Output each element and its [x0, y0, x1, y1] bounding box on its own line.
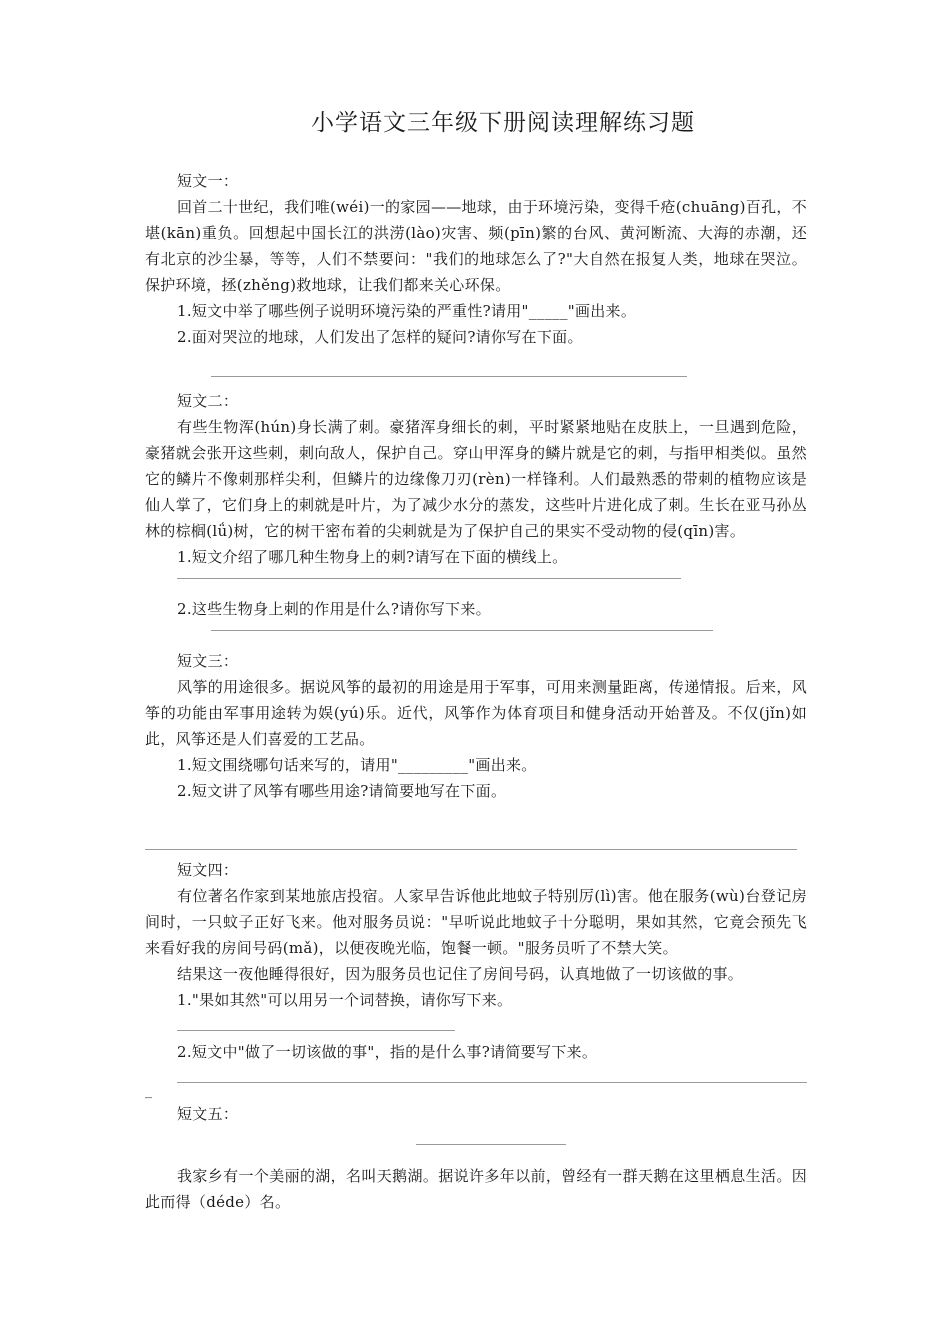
passage-3-question-2: 2.短文讲了风筝有哪些用途?请简要地写在下面。 — [177, 782, 507, 800]
passage-1-question-2: 2.面对哭泣的地球，人们发出了怎样的疑问?请你写在下面。 — [177, 328, 583, 346]
passage-5-text: 我家乡有一个美丽的湖，名叫天鹅湖。据说许多年以前，曾经有一群天鹅在这里栖息生活。因此而得（déde）名。 — [145, 1167, 807, 1211]
passage-2-text: 有些生物浑(hún)身长满了刺。豪猪浑身细长的刺，平时紧紧地贴在皮肤上，一旦遇到危险，豪猪就会张开这些刺，刺向敌人，保护自己。穿山甲浑身的鳞片就是它的刺，与指甲相类似。虽然它的鳞片不像刺那样尖利，但鳞片的边缘像刀刃(rèn)一样锋利。人们最熟悉的带刺的植物应该是仙人掌了，它们身上的刺就是叶片，为了减少水分的蒸发，这些叶片进化成了刺。生长在亚马孙丛林的棕榈(lǘ)树，它的树干密布着的尖刺就是为了保护自己的果实不受动物的侵(qīn)害。 — [145, 418, 807, 540]
passage-2-answer-line-2[interactable] — [211, 630, 713, 631]
passage-5-heading: 短文五： — [177, 1105, 239, 1123]
passage-1-heading: 短文一： — [177, 172, 239, 190]
passage-4-heading: 短文四： — [177, 861, 239, 879]
passage-4-trailing-dash: _ — [145, 1083, 153, 1099]
passage-4-text-2: 结果这一夜他睡得很好，因为服务员也记住了房间号码，认真地做了一切该做的事。 — [177, 965, 744, 983]
passage-4-question-1: 1."果如其然"可以用另一个词替换，请你写下来。 — [177, 991, 513, 1009]
passage-2-heading: 短文二： — [177, 392, 239, 410]
passage-4-answer-line-1[interactable] — [177, 1030, 455, 1031]
passage-2-question-1: 1.短文介绍了哪几种生物身上的刺?请写在下面的横线上。 — [177, 548, 568, 566]
passage-2-answer-line-1[interactable] — [177, 578, 681, 579]
document-body — [145, 168, 807, 1215]
passage-4-question-2: 2.短文中"做了一切该做的事"，指的是什么事?请简要写下来。 — [177, 1043, 598, 1061]
passage-4-text: 有位著名作家到某地旅店投宿。人家早告诉他此地蚊子特别厉(lì)害。他在服务(wù)台登记房间时，一只蚊子正好飞来。他对服务员说："早听说此地蚊子十分聪明，果如其然，它竟会预先飞来看好我的房间号码(mǎ)，以便夜晚光临，饱餐一顿。"服务员听了不禁大笑。 — [145, 887, 807, 957]
passage-1-question-1: 1.短文中举了哪些例子说明环境污染的严重性?请用"_____"画出来。 — [177, 302, 637, 320]
passage-5-title-line[interactable] — [416, 1144, 566, 1145]
passage-3-answer-line[interactable] — [145, 849, 797, 850]
passage-3-question-1: 1.短文围绕哪句话来写的，请用"_________"画出来。 — [177, 756, 537, 774]
passage-1-text: 回首二十世纪，我们唯(wéi)一的家园——地球，由于环境污染，变得千疮(chuāng)百孔，不堪(kān)重负。回想起中国长江的洪涝(lào)灾害、频(pīn)繁的台风、黄河断流、大海的赤潮，还有北京的沙尘暴，等等，人们不禁要问："我们的地球怎么了?"大自然在报复人类，地球在哭泣。保护环境，拯(zhěng)救地球，让我们都来关心环保。 — [145, 198, 807, 294]
passage-2-question-2: 2.这些生物身上刺的作用是什么?请你写下来。 — [177, 600, 491, 618]
page-title: 小学语文三年级下册阅读理解练习题 — [311, 110, 695, 136]
passage-1-answer-line[interactable] — [211, 376, 687, 377]
passage-3-text: 风筝的用途很多。据说风筝的最初的用途是用于军事，可用来测量距离，传递情报。后来，风筝的功能由军事用途转为娱(yú)乐。近代，风筝作为体育项目和健身活动开始普及。不仅(jǐn)如此，风筝还是人们喜爱的工艺品。 — [145, 678, 807, 748]
passage-3-heading: 短文三： — [177, 652, 239, 670]
